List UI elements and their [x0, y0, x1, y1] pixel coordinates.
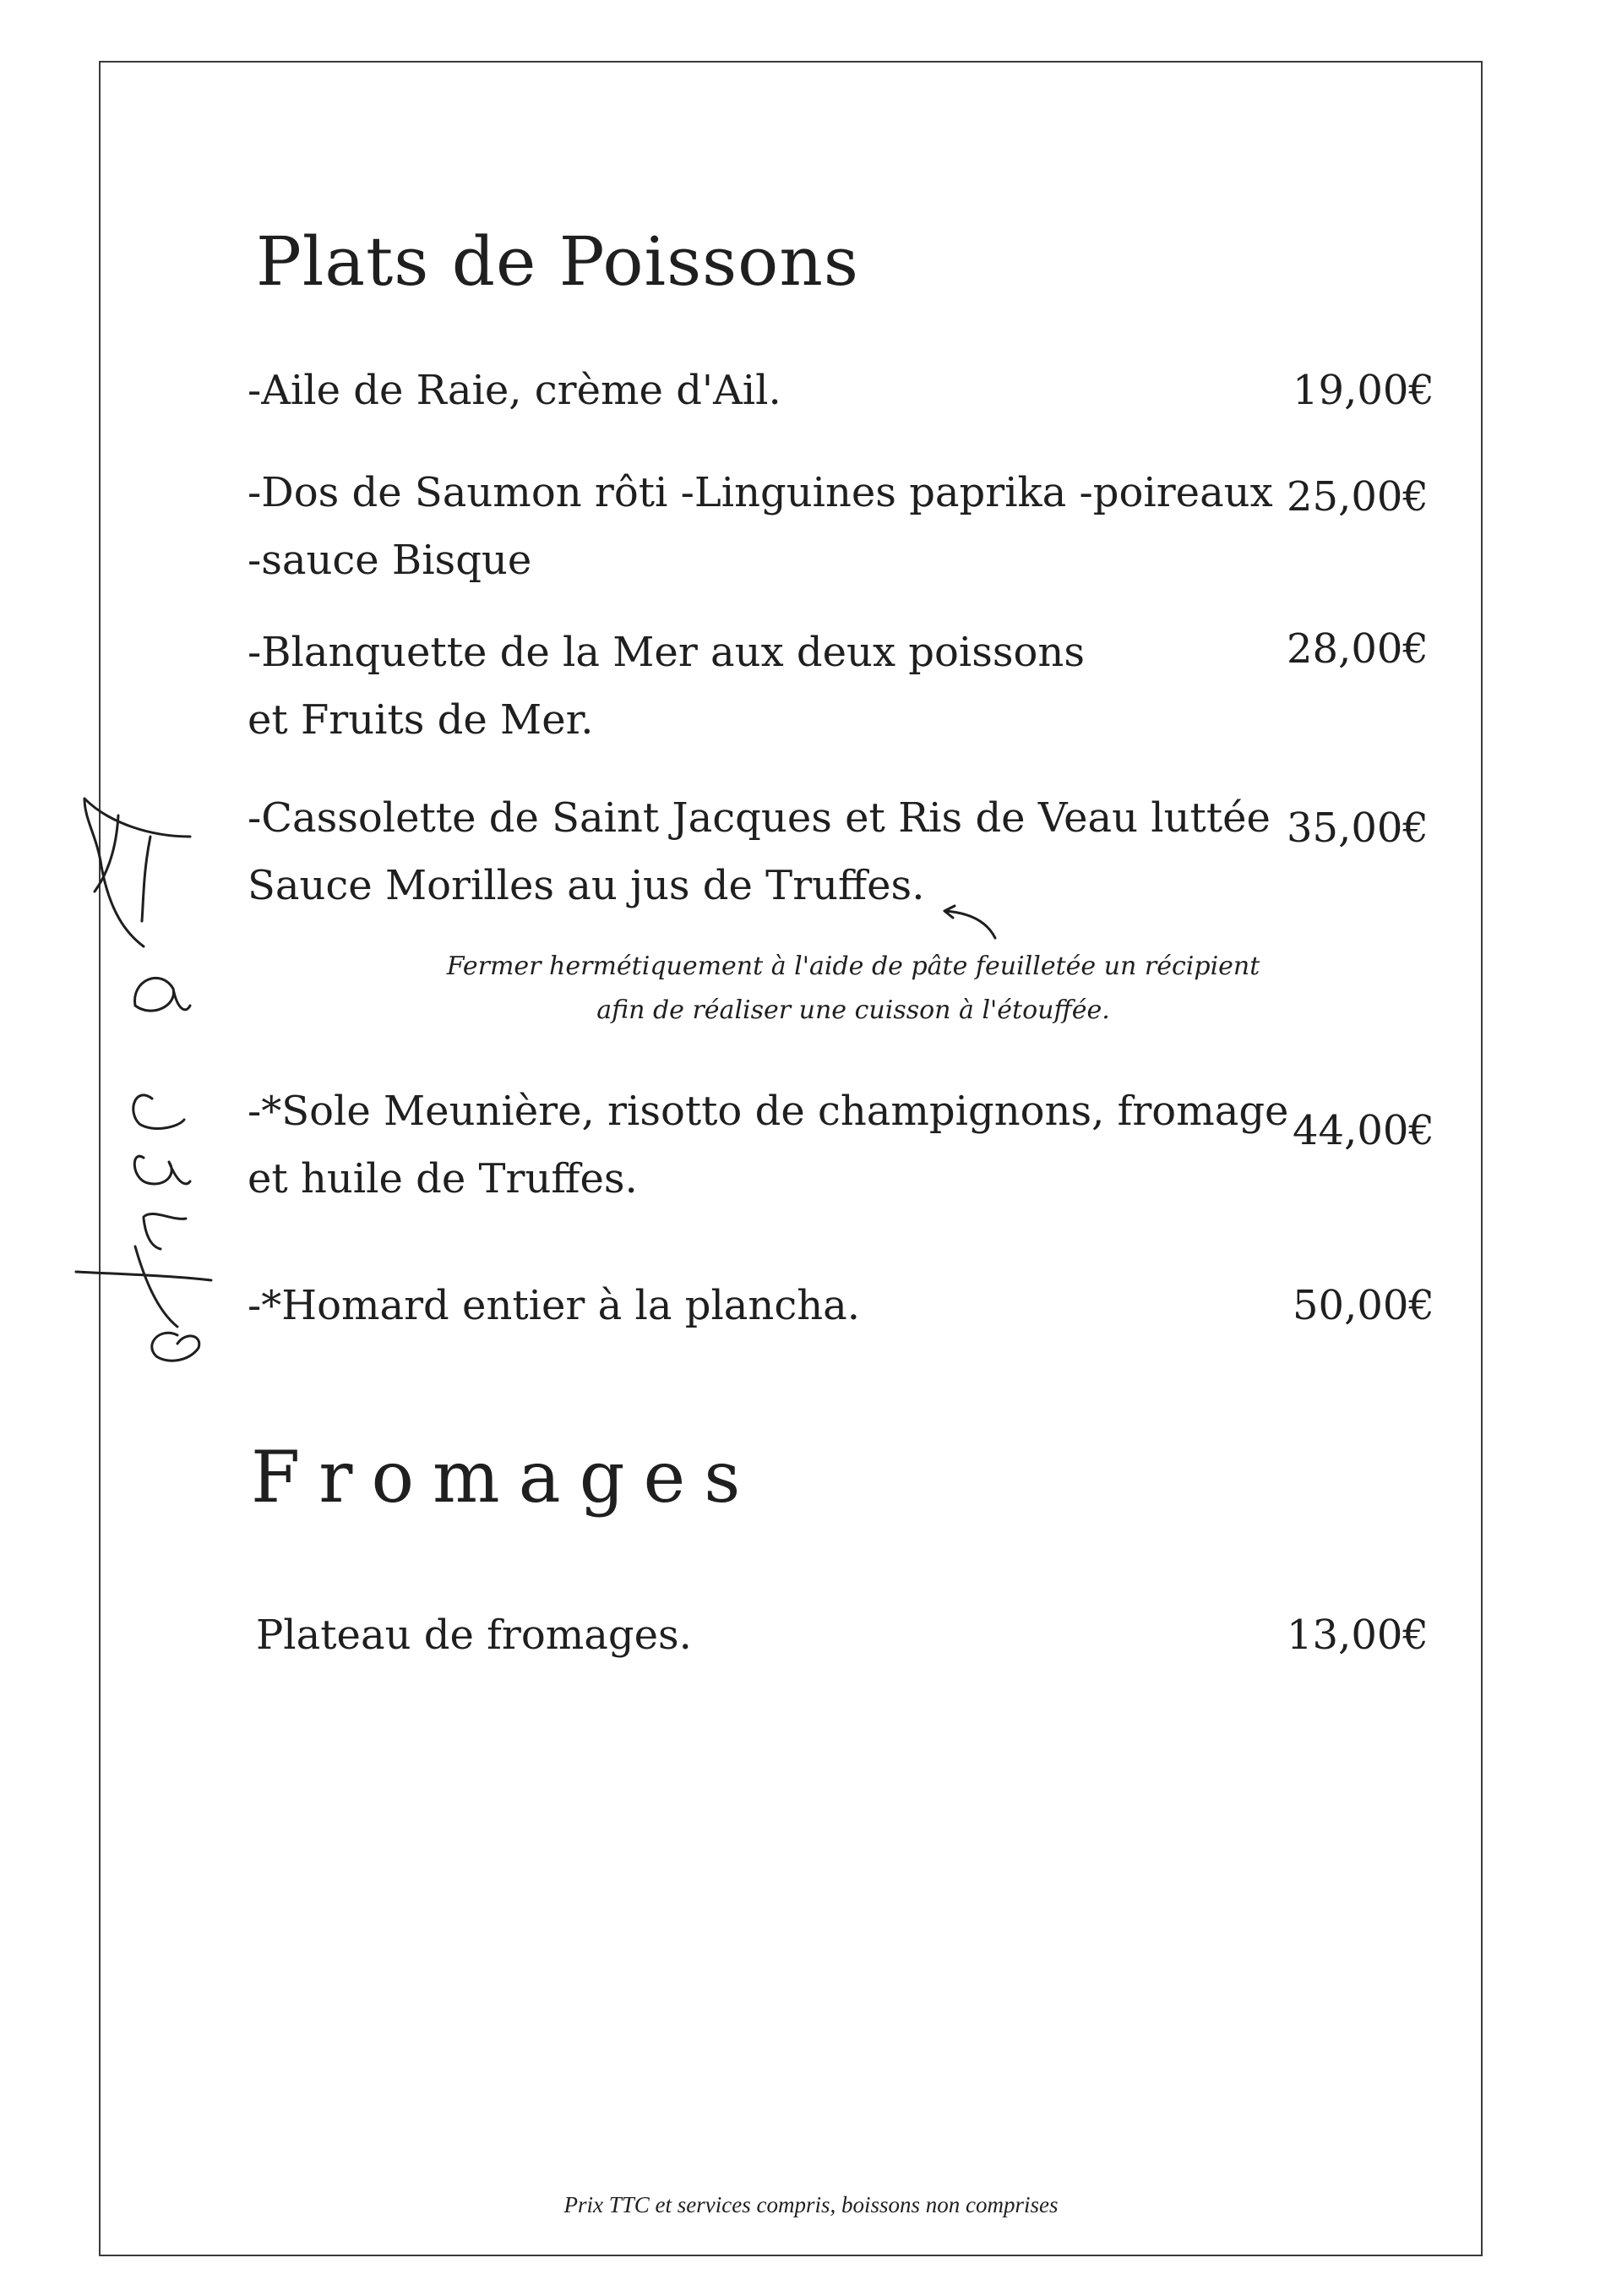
a-la-carte-script-logo: [51, 786, 220, 1394]
menu-item-text: -*Sole Meunière, risotto de champignons, fromage: [248, 1088, 1289, 1135]
menu-item-text: et huile de Truffes.: [248, 1155, 638, 1203]
menu-item-price: 25,00€: [1287, 473, 1429, 521]
menu-item-text: Plateau de fromages.: [256, 1612, 692, 1659]
menu-item-price: 28,00€: [1287, 625, 1429, 673]
section-title-poissons: Plats de Poissons: [256, 222, 859, 301]
menu-item-text: -Aile de Raie, crème d'Ail.: [248, 367, 781, 414]
menu-item-text: -Dos de Saumon rôti -Linguines paprika -poireaux: [248, 469, 1273, 516]
footer-note: Prix TTC et services compris, boissons non comprises: [563, 2192, 1059, 2217]
menu-item-price: 35,00€: [1287, 804, 1429, 852]
menu-item-text: et Fruits de Mer.: [248, 696, 594, 744]
section-title-fromages: Fromages: [251, 1436, 759, 1519]
menu-item-price: 50,00€: [1293, 1282, 1434, 1329]
note-arrow-icon: [936, 904, 1004, 946]
menu-item-text: -Blanquette de la Mer aux deux poissons: [248, 629, 1085, 676]
menu-item-price: 44,00€: [1293, 1107, 1434, 1154]
menu-item-text: Sauce Morilles au jus de Truffes.: [248, 862, 925, 909]
menu-item-price: 19,00€: [1293, 367, 1434, 414]
preparation-note: [406, 945, 1301, 1033]
note-line: Fermer hermétiquement à l'aide de pâte feuilletée un récipient: [446, 952, 1260, 981]
menu-item-text: -sauce Bisque: [248, 537, 532, 584]
menu-item-text: -Cassolette de Saint Jacques et Ris de Veau luttée: [248, 794, 1271, 842]
note-line: afin de réaliser une cuisson à l'étouffée.: [596, 995, 1110, 1025]
menu-item-price: 13,00€: [1287, 1612, 1429, 1659]
menu-item-text: -*Homard entier à la plancha.: [248, 1282, 860, 1329]
